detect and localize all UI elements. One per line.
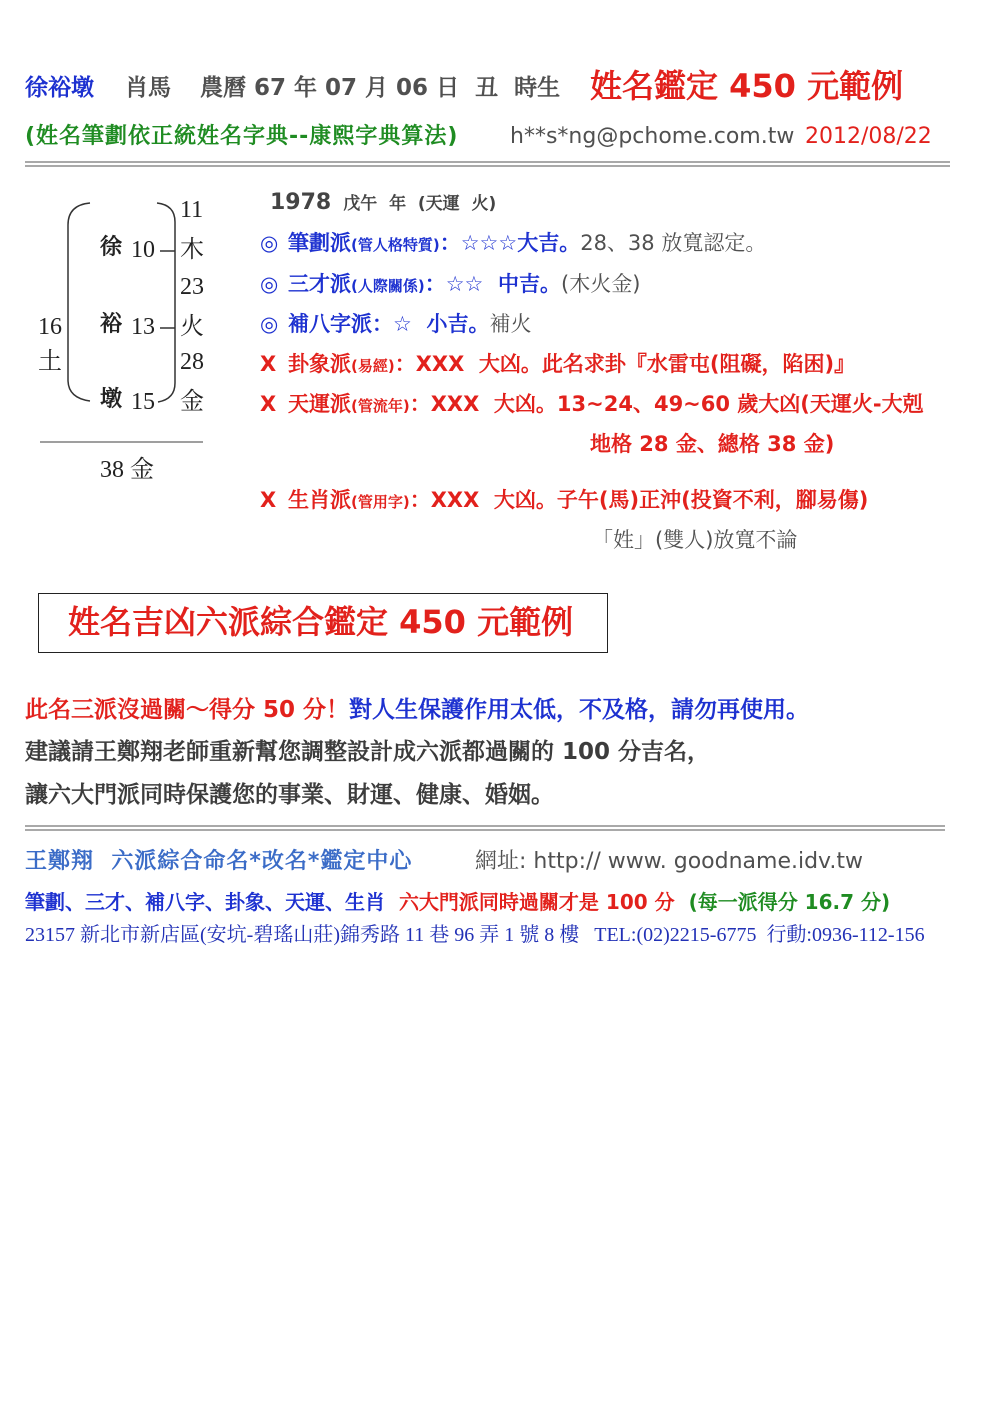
stroke-count: 13 [131, 314, 155, 340]
school-note: (易經) [351, 357, 395, 375]
outer-grid-element: 土 [38, 349, 62, 375]
analysis-line-fortune [260, 388, 924, 422]
left-bracket [68, 203, 90, 401]
remark: (木火金) [561, 272, 641, 296]
school-name: 補八字派 [288, 312, 372, 336]
name-char: 徐 [100, 235, 123, 260]
person-grid-value: 23 [180, 274, 204, 300]
right-bracket [157, 203, 175, 402]
page-title: 姓名鑑定 450 元範例 [590, 67, 904, 105]
school-name: 天運派 [288, 392, 351, 416]
school-note: (管人格特質) [351, 236, 440, 254]
pass-marker: ◎ [260, 272, 279, 296]
method-note: (姓名筆劃依正統姓名字典--康熙字典算法) [25, 124, 459, 149]
fail-marker: X [260, 352, 277, 376]
address: 23157 新北市新店區(安坑-碧瑤山莊)錦秀路 11 巷 96 弄 1 號 8 樓 [25, 924, 580, 946]
analysis-line-zodiac [260, 484, 868, 518]
name-char: 墩 [100, 387, 123, 412]
fail-marker: X [260, 488, 277, 512]
score-per-school: (每一派得分 16.7 分) [688, 890, 891, 914]
center-name: 王鄭翔 六派綜合命名*改名*鑑定中心 [25, 849, 413, 874]
element-label: 木 [180, 237, 204, 263]
stroke-count: 15 [131, 389, 155, 415]
conclusion-line-2: 建議請王鄭翔老師重新幫您調整設計成六派都過關的 100 分吉名， [25, 739, 711, 765]
remark: 補火 [489, 312, 532, 336]
total-grid: 38 金 [100, 457, 154, 483]
birth-year: 1978 [270, 190, 332, 215]
report-date: 2012/08/22 [805, 124, 932, 149]
conclusion-line-3: 讓六大門派同時保護您的事業、財運、健康、婚姻。 [25, 782, 554, 808]
school-name: 生肖派 [288, 488, 351, 512]
year-line [270, 187, 496, 220]
analysis-line-hexagram [260, 348, 855, 382]
rating: ：XXX 大凶。13~24、49~60 歲大凶(天運火-大剋 [409, 392, 924, 416]
name-char: 裕 [100, 312, 123, 337]
warning-statement: 對人生保護作用太低，不及格，請勿再使用。 [349, 697, 810, 723]
zodiac: 肖馬 [125, 75, 171, 101]
summary-title: 姓名吉凶六派綜合鑑定 450 元範例 [68, 603, 574, 641]
summary-title-box [38, 593, 608, 653]
analysis-continuation: 地格 28 金、總格 38 金) [590, 432, 835, 456]
school-name: 筆劃派 [288, 231, 351, 255]
rating: ：XXX 大凶。子午(馬)正沖(投資不利，腳易傷) [409, 488, 869, 512]
rating: ：XXX 大凶。此名求卦『水雷屯(阻礙，陷困)』 [394, 352, 856, 376]
rating: ：☆ 小吉。 [372, 312, 490, 336]
outer-grid-value: 16 [38, 314, 62, 340]
person-name: 徐裕墩 [25, 75, 94, 101]
school-note: (管流年) [351, 397, 410, 415]
pass-marker: ◎ [260, 312, 279, 336]
footer-divider [25, 825, 945, 831]
rating: ：☆☆☆大吉。 [439, 231, 581, 255]
analysis-line-bazi [260, 308, 531, 340]
schools-list: 筆劃、三才、補八字、卦象、天運、生肖 [25, 890, 385, 914]
pass-marker: ◎ [260, 231, 279, 255]
website: 網址: http:// www. goodname.idv.tw [475, 849, 863, 874]
school-note: (管用字) [351, 493, 410, 511]
element-label: 火 [180, 314, 204, 340]
fail-statement: 此名三派沒過關～得分 50 分！ [25, 697, 350, 723]
analysis-continuation: 「姓」(雙人)放寬不論 [592, 528, 798, 552]
fail-marker: X [260, 392, 277, 416]
school-name: 卦象派 [288, 352, 351, 376]
stroke-count: 10 [131, 237, 155, 263]
contact-line [25, 919, 925, 951]
element-label: 金 [180, 389, 204, 415]
year-detail: 戊午 年 (天運 火) [343, 194, 497, 214]
school-note: (人際關係) [351, 277, 425, 295]
analysis-line-strokes [260, 227, 766, 261]
analysis-line-three-talents [260, 268, 640, 302]
heaven-grid-value: 11 [180, 197, 204, 223]
birth-date: 農曆 67 年 07 月 06 日 丑 時生 [200, 75, 561, 101]
mobile: 行動:0936-112-156 [766, 924, 925, 946]
telephone: TEL:(02)2215-6775 [594, 924, 757, 946]
pass-rule: 六大門派同時過關才是 100 分 [398, 890, 675, 914]
earth-grid-value: 28 [180, 349, 204, 375]
conclusion-line-1 [25, 694, 809, 726]
footer-schools-line [25, 886, 890, 918]
rating: ：☆☆ 中吉。 [424, 272, 561, 296]
remark: 28、38 放寬認定。 [580, 231, 767, 255]
email: h**s*ng@pchome.com.tw [510, 124, 795, 149]
school-name: 三才派 [288, 272, 351, 296]
